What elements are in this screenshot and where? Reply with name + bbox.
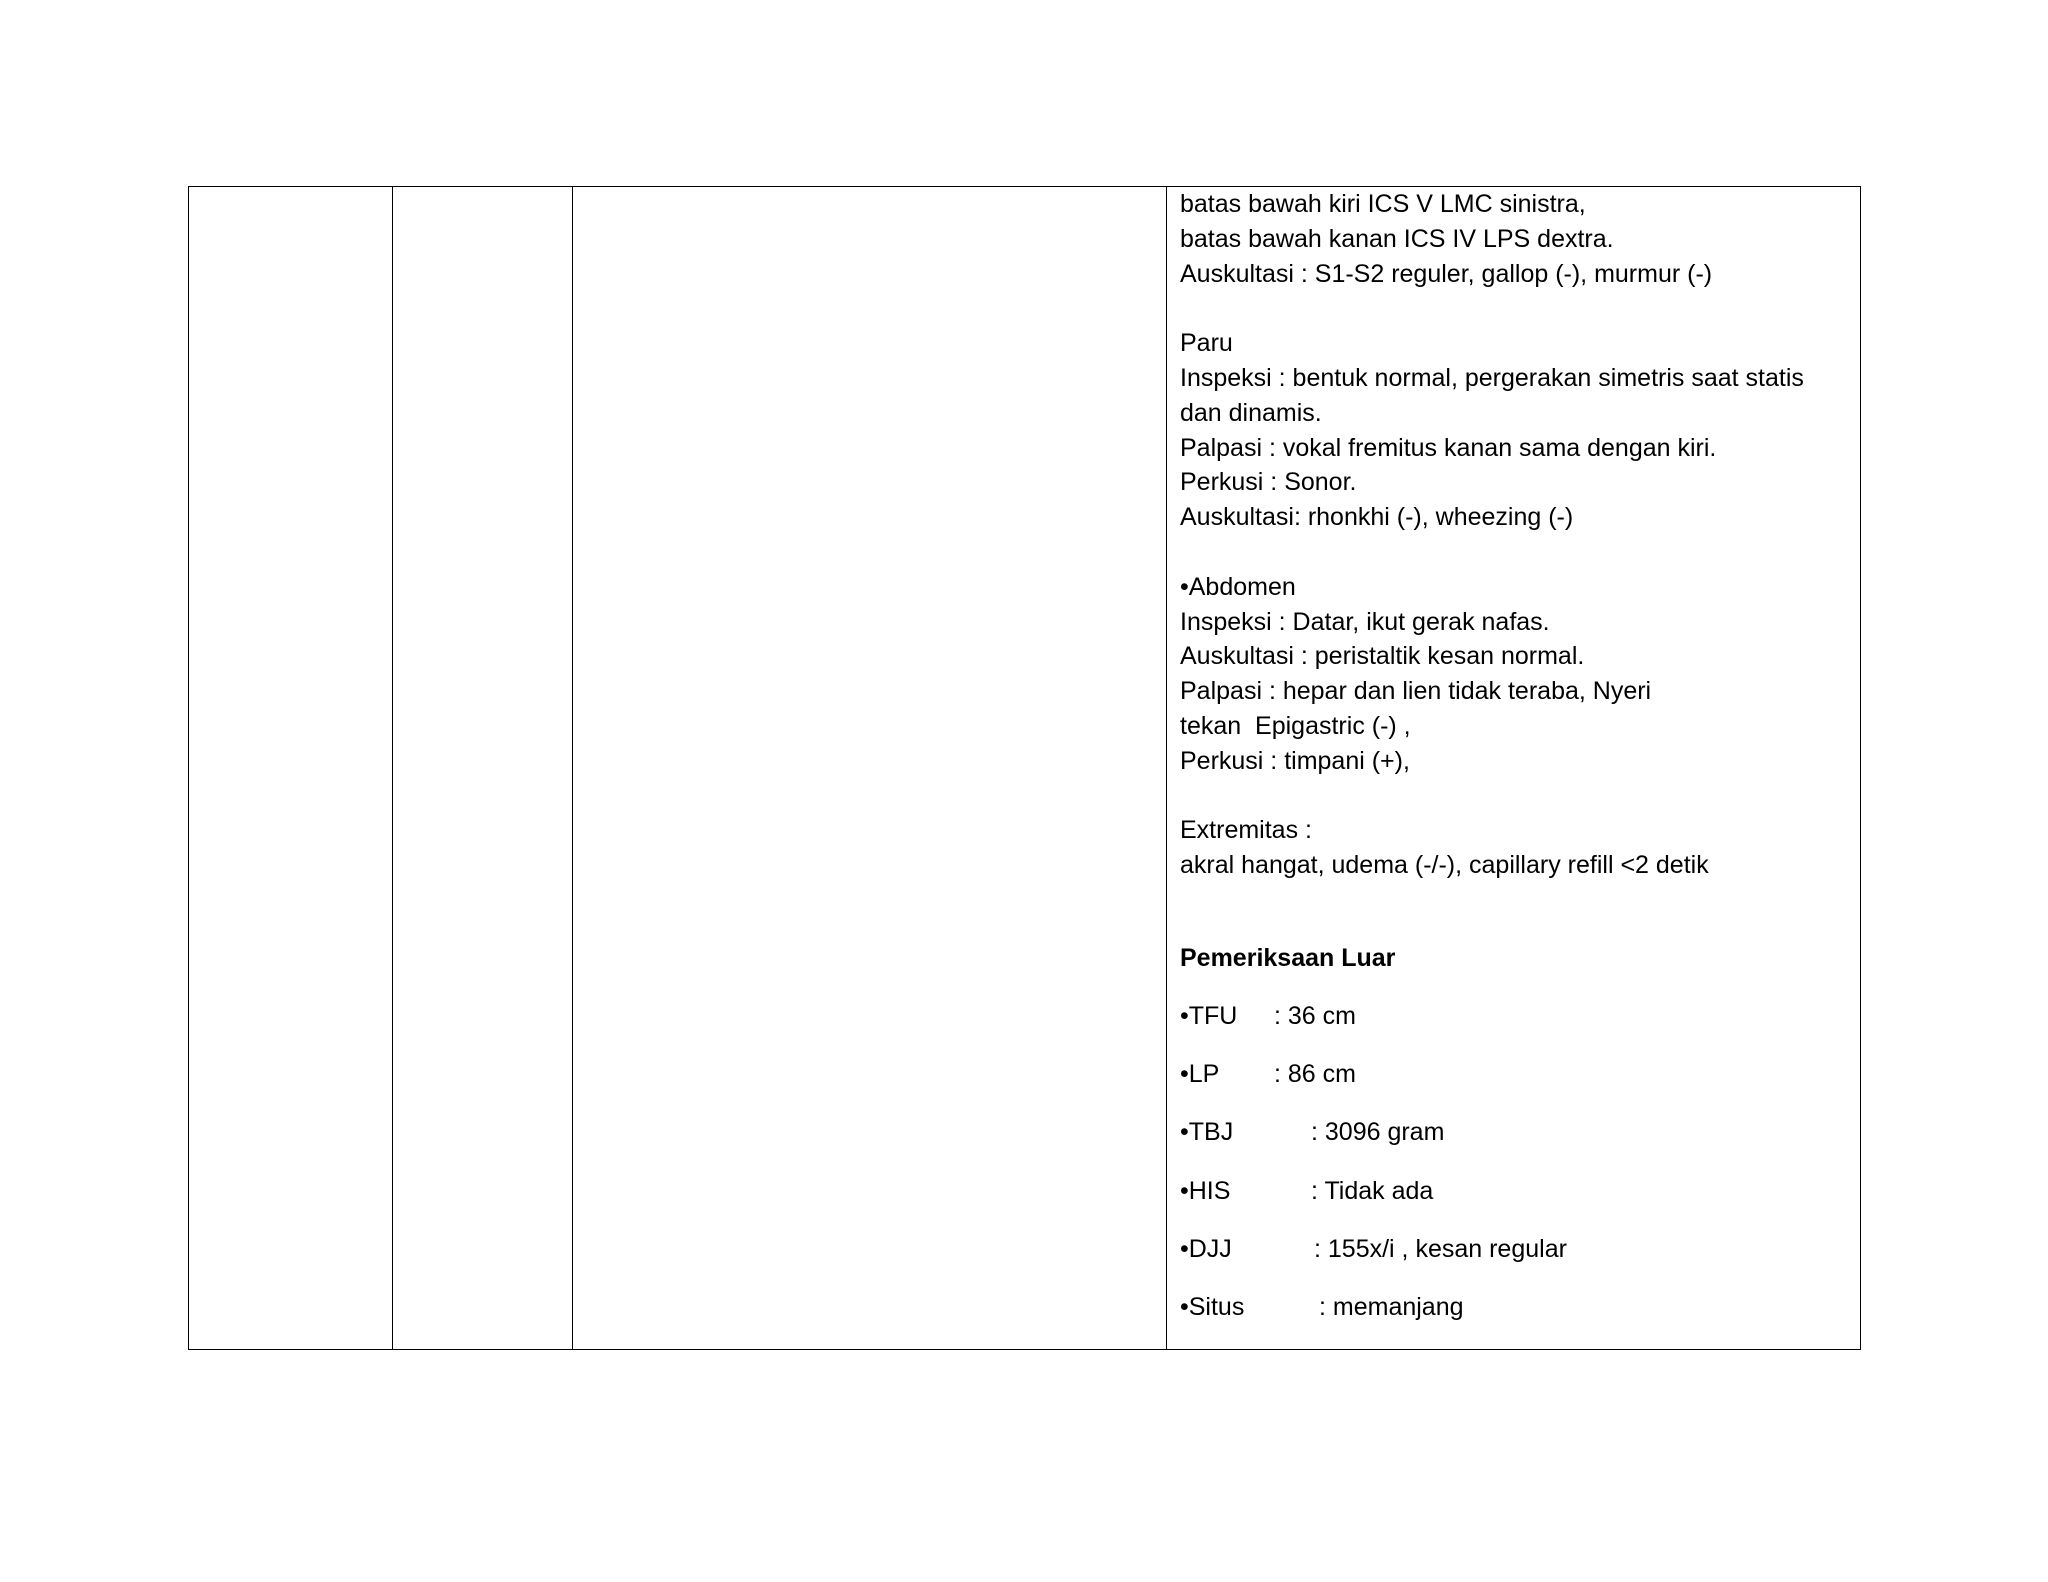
abdomen-line: Perkusi : timpani (+), [1180, 746, 1410, 775]
list-item [1180, 1057, 1850, 1092]
item-value: : 86 cm [1274, 1060, 1356, 1089]
abdomen-line: Auskultasi : peristaltik kesan normal. [1180, 642, 1585, 671]
item-value: : 36 cm [1274, 1001, 1356, 1030]
pemeriksaan-luar-section [1180, 941, 1850, 1325]
table-cell-col3 [573, 187, 1167, 1350]
item-value: : 3096 gram [1311, 1118, 1445, 1147]
spacer [1180, 291, 1850, 326]
abdomen-line: Palpasi : hepar dan lien tidak teraba, Nyeri [1180, 677, 1652, 706]
item-label: •TBJ [1180, 1118, 1234, 1147]
abdomen-heading: •Abdomen [1180, 572, 1296, 601]
paru-heading: Paru [1180, 329, 1233, 358]
table-cell-col2 [393, 187, 573, 1350]
extremitas-line: akral hangat, udema (-/-), capillary refill <2 detik [1180, 851, 1709, 880]
table-cell-findings [1167, 187, 1861, 1350]
list-item [1180, 1174, 1850, 1209]
abdomen-section [1180, 570, 1850, 779]
table-row [189, 187, 1861, 1350]
spacer [1180, 779, 1850, 814]
item-value: : Tidak ada [1311, 1176, 1434, 1205]
extremitas-section [1180, 813, 1850, 883]
jantung-line: batas bawah kiri ICS V LMC sinistra, [1180, 190, 1586, 218]
spacer [1180, 883, 1850, 941]
jantung-line: Auskultasi : S1-S2 reguler, gallop (-), murmur (-) [1180, 259, 1713, 288]
table-cell-col1 [189, 187, 393, 1350]
item-label: •LP [1180, 1060, 1220, 1089]
findings-content [1167, 187, 1860, 1325]
examination-table [188, 186, 1861, 1350]
jantung-line: batas bawah kanan ICS IV LPS dextra. [1180, 224, 1614, 253]
paru-line: Palpasi : vokal fremitus kanan sama dengan kiri. [1180, 433, 1717, 462]
list-item [1180, 1115, 1850, 1150]
spacer [1180, 535, 1850, 570]
abdomen-line: tekan Epigastric (-) , [1180, 711, 1411, 740]
paru-line: dan dinamis. [1180, 398, 1322, 427]
item-label: •Situs [1180, 1293, 1245, 1322]
pemeriksaan-luar-title: Pemeriksaan Luar [1180, 943, 1396, 972]
paru-line: Auskultasi: rhonkhi (-), wheezing (-) [1180, 503, 1574, 532]
paru-line: Inspeksi : bentuk normal, pergerakan simetris saat statis [1180, 363, 1804, 392]
extremitas-heading: Extremitas : [1180, 816, 1312, 845]
jantung-section [1180, 187, 1850, 291]
item-value: : 155x/i , kesan regular [1314, 1234, 1567, 1263]
item-value: : memanjang [1319, 1293, 1464, 1322]
list-item [1180, 999, 1850, 1034]
list-item [1180, 1290, 1850, 1325]
paru-section [1180, 326, 1850, 535]
item-label: •DJJ [1180, 1234, 1232, 1263]
abdomen-line: Inspeksi : Datar, ikut gerak nafas. [1180, 607, 1550, 636]
paru-line: Perkusi : Sonor. [1180, 468, 1357, 497]
list-item [1180, 1232, 1850, 1267]
item-label: •HIS [1180, 1176, 1231, 1205]
item-label: •TFU [1180, 1001, 1238, 1030]
